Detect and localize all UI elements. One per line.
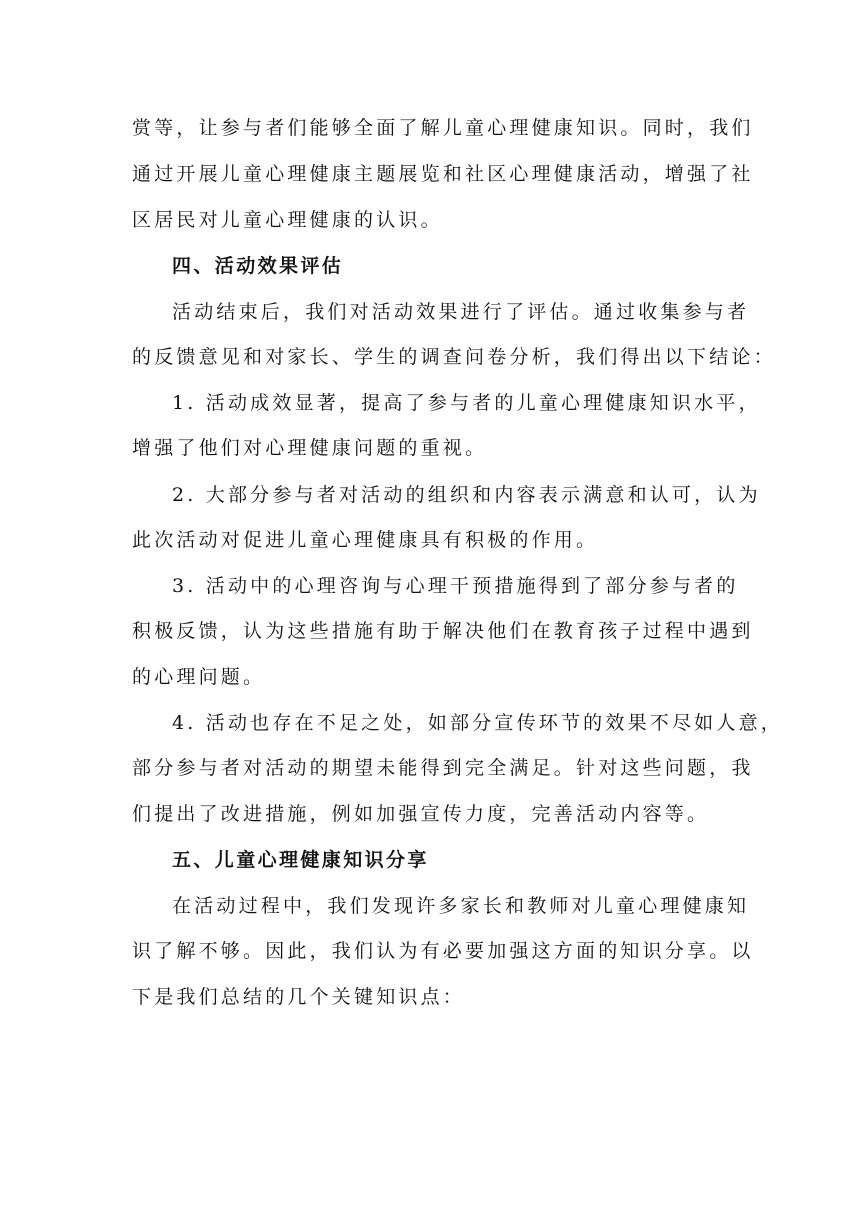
list-item-line: 1. 活动成效显著，提高了参与者的儿童心理健康知识水平， xyxy=(172,392,761,414)
paragraph-line: 赏等，让参与者们能够全面了解儿童心理健康知识。同时，我们 xyxy=(132,117,754,139)
paragraph-line: 通过开展儿童心理健康主题展览和社区心理健康活动，增强了社 xyxy=(132,163,754,185)
paragraph-line: 的反馈意见和对家长、学生的调查问卷分析，我们得出以下结论： xyxy=(132,346,776,368)
list-item-line: 4. 活动也存在不足之处，如部分宣传环节的效果不尽如人意， xyxy=(172,712,783,734)
paragraph-line: 下是我们总结的几个关键知识点： xyxy=(132,986,466,1008)
list-item-line: 3. 活动中的心理咨询与心理干预措施得到了部分参与者的 xyxy=(172,575,739,597)
list-item-line: 积极反馈，认为这些措施有助于解决他们在教育孩子过程中遇到 xyxy=(132,620,754,642)
list-item-line: 增强了他们对心理健康问题的重视。 xyxy=(132,437,488,459)
section-heading-knowledge: 五、儿童心理健康知识分享 xyxy=(172,849,429,871)
list-item-line: 2. 大部分参与者对活动的组织和内容表示满意和认可，认为 xyxy=(172,484,761,506)
section-heading-evaluation: 四、活动效果评估 xyxy=(172,255,344,277)
paragraph-line: 活动结束后，我们对活动效果进行了评估。通过收集参与者 xyxy=(172,301,750,323)
list-item-line: 们提出了改进措施，例如加强宣传力度，完善活动内容等。 xyxy=(132,803,710,825)
list-item-line: 部分参与者对活动的期望未能得到完全满足。针对这些问题，我 xyxy=(132,757,754,779)
list-item-line: 此次活动对促进儿童心理健康具有积极的作用。 xyxy=(132,529,599,551)
paragraph-line: 在活动过程中，我们发现许多家长和教师对儿童心理健康知 xyxy=(172,895,750,917)
paragraph-line: 识了解不够。因此，我们认为有必要加强这方面的知识分享。以 xyxy=(132,940,754,962)
list-item-line: 的心理问题。 xyxy=(132,666,266,688)
paragraph-line: 区居民对儿童心理健康的认识。 xyxy=(132,209,443,231)
